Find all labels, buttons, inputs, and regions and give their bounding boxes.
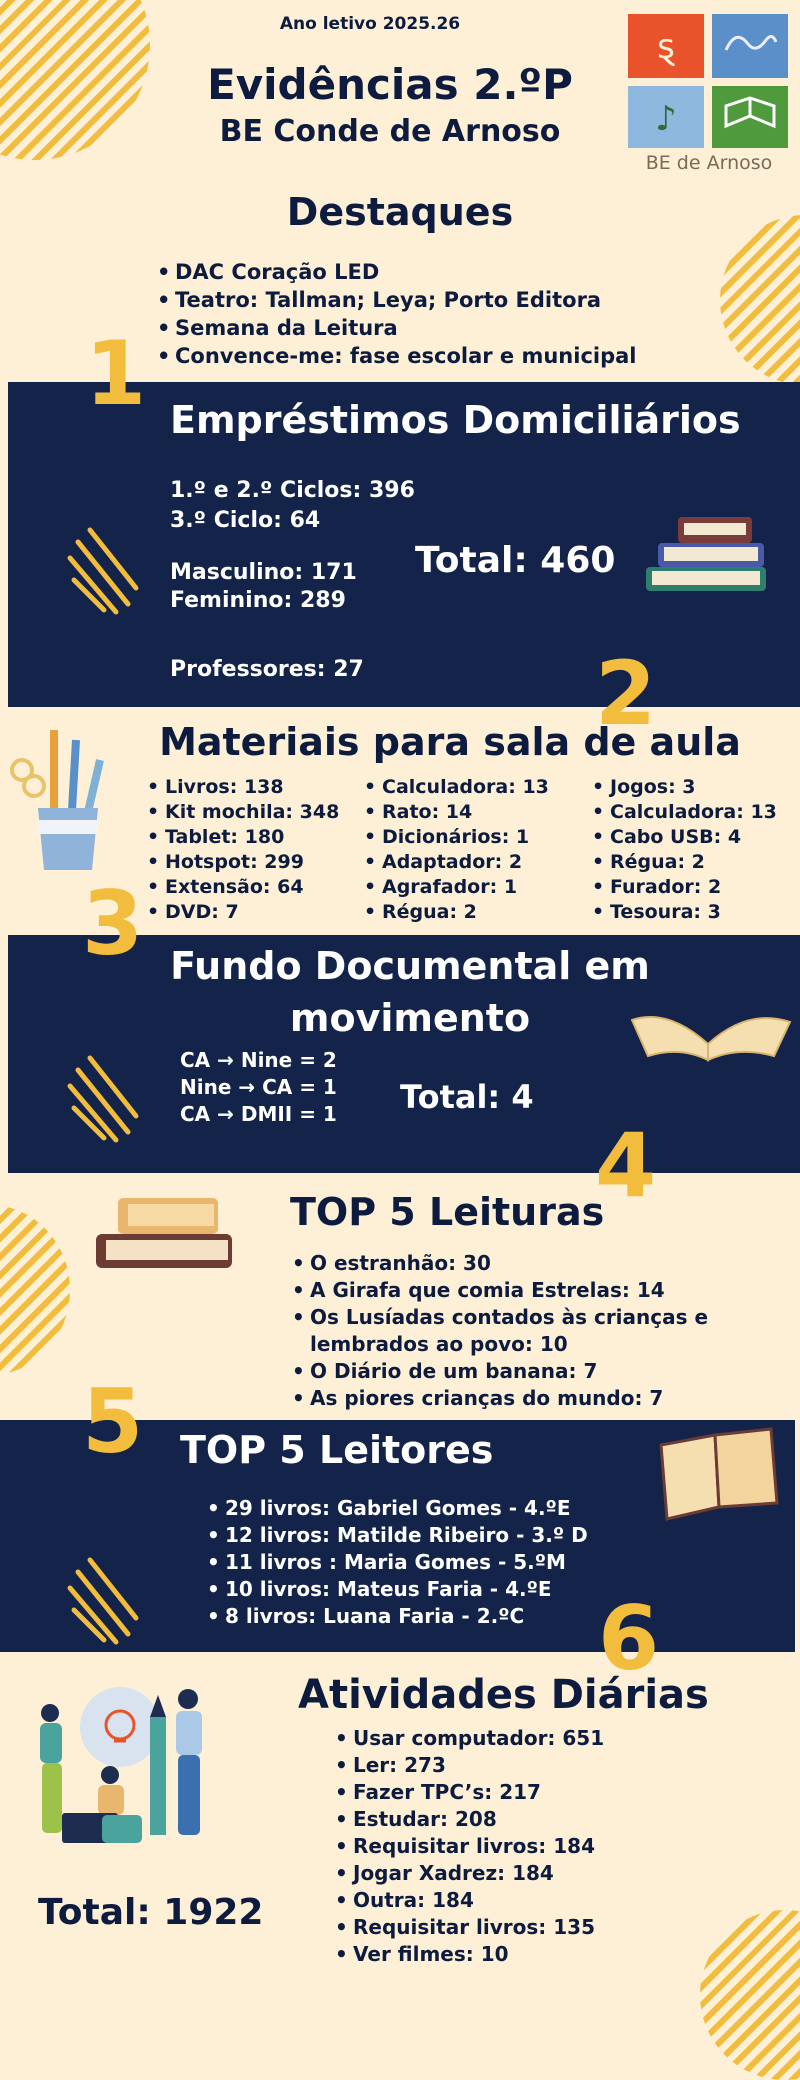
list-item: • Furador: 2: [590, 875, 800, 900]
loans-teachers: Professores: 27: [170, 657, 364, 682]
list-item: • Dicionários: 1: [362, 825, 582, 850]
list-item: • 11 livros : Maria Gomes - 5.ºM: [205, 1549, 645, 1576]
list-item: • As piores crianças do mundo: 7: [290, 1385, 750, 1412]
activities-title: Atividades Diárias: [298, 1672, 709, 1718]
materials-col-1: [145, 775, 365, 925]
page-title: Evidências 2.ºP: [207, 60, 573, 109]
loans-female: Feminino: 289: [170, 588, 346, 613]
logo-caption: BE de Arnoso: [645, 152, 773, 174]
list-item: • Extensão: 64: [145, 875, 365, 900]
loans-cycles-1-2: 1.º e 2.º Ciclos: 396: [170, 478, 415, 503]
list-item: • O Diário de um banana: 7: [290, 1358, 750, 1385]
list-item: • Ver filmes: 10: [333, 1941, 753, 1968]
list-item: • O estranhão: 30: [290, 1250, 750, 1277]
school-year: Ano letivo 2025.26: [279, 14, 461, 34]
loans-cycle-3: 3.º Ciclo: 64: [170, 508, 321, 533]
materials-title: Materiais para sala de aula: [159, 720, 741, 764]
top-readings-title: TOP 5 Leituras: [290, 1190, 605, 1234]
list-item: • Ler: 273: [333, 1752, 753, 1779]
documents-total: Total: 4: [400, 1078, 534, 1116]
stripe-circle-decoration: [0, 1205, 70, 1375]
hatch-lines-icon: [60, 1048, 140, 1148]
loans-title: Empréstimos Domiciliários: [170, 398, 741, 442]
list-item: • Rato: 14: [362, 800, 582, 825]
hatch-lines-icon: [60, 520, 140, 620]
list-item: • A Girafa que comia Estrelas: 14: [290, 1277, 750, 1304]
list-item: • Régua: 2: [590, 850, 800, 875]
people-idea-illustration: [28, 1685, 238, 1855]
documents-title: Fundo Documental em movimento: [170, 944, 650, 1040]
closed-books-icon: [92, 1190, 242, 1275]
list-item: • Calculadora: 13: [362, 775, 582, 800]
logo-tile-music-icon: [628, 86, 704, 148]
list-item: • Outra: 184: [333, 1887, 753, 1914]
list-item: • Cabo USB: 4: [590, 825, 800, 850]
list-item: • Fazer TPC’s: 217: [333, 1779, 753, 1806]
list-item: • Requisitar livros: 135: [333, 1914, 753, 1941]
list-item: • 29 livros: Gabriel Gomes - 4.ºE: [205, 1495, 645, 1522]
documents-line-3: CA → DMII = 1: [180, 1102, 337, 1126]
list-item: • 8 livros: Luana Faria - 2.ºC: [205, 1603, 645, 1630]
list-item: • Semana da Leitura: [155, 314, 715, 342]
highlights-title: Destaques: [286, 190, 514, 234]
pencil-cup-icon: [4, 720, 114, 870]
list-item: • 10 livros: Mateus Faria - 4.ºE: [205, 1576, 645, 1603]
highlights-list: [155, 258, 715, 370]
documents-line-2: Nine → CA = 1: [180, 1075, 337, 1099]
activities-total: Total: 1922: [38, 1892, 264, 1933]
list-item: • DVD: 7: [145, 900, 365, 925]
list-item: • Jogos: 3: [590, 775, 800, 800]
list-item: • Kit mochila: 348: [145, 800, 365, 825]
section-number-3: 3: [82, 872, 144, 975]
materials-col-3: [590, 775, 800, 925]
page-subtitle: BE Conde de Arnoso: [219, 114, 561, 149]
materials-col-2: [362, 775, 582, 925]
list-item: • Estudar: 208: [333, 1806, 753, 1833]
section-number-1: 1: [85, 322, 147, 425]
list-item: • Tablet: 180: [145, 825, 365, 850]
documents-line-1: CA → Nine = 2: [180, 1048, 337, 1072]
list-item: • Régua: 2: [362, 900, 582, 925]
list-item: • 12 livros: Matilde Ribeiro - 3.º D: [205, 1522, 645, 1549]
top-readers-title: TOP 5 Leitores: [180, 1428, 494, 1472]
top-readings-list: [290, 1250, 750, 1412]
hatch-lines-icon: [60, 1550, 140, 1650]
top-readers-list: [205, 1495, 645, 1630]
loans-male: Masculino: 171: [170, 560, 357, 585]
list-item: • Agrafador: 1: [362, 875, 582, 900]
list-item: • DAC Coração LED: [155, 258, 715, 286]
list-item: • Hotspot: 299: [145, 850, 365, 875]
library-logo: [628, 12, 790, 172]
open-book-icon: [655, 1425, 785, 1525]
list-item: • Os Lusíadas contados às crianças e lembrados ao povo: 10: [290, 1304, 750, 1358]
list-item: • Requisitar livros: 184: [333, 1833, 753, 1860]
list-item: • Teatro: Tallman; Leya; Porto Editora: [155, 286, 715, 314]
svg-text:ȿ: ȿ: [657, 27, 675, 67]
logo-tile-theatre-icon: [628, 14, 704, 78]
section-number-6: 6: [598, 1587, 660, 1690]
logo-tile-book-icon: [712, 86, 788, 148]
stripe-circle-decoration: [0, 0, 150, 160]
list-item: • Tesoura: 3: [590, 900, 800, 925]
book-stack-icon: [640, 505, 780, 600]
list-item: • Livros: 138: [145, 775, 365, 800]
list-item: • Jogar Xadrez: 184: [333, 1860, 753, 1887]
loans-total: Total: 460: [415, 540, 616, 581]
list-item: • Usar computador: 651: [333, 1725, 753, 1752]
list-item: • Convence-me: fase escolar e municipal: [155, 342, 715, 370]
open-book-icon: [628, 998, 793, 1068]
logo-tile-writing-icon: [712, 14, 788, 78]
svg-text:♪: ♪: [655, 99, 677, 139]
stripe-circle-decoration: [720, 215, 800, 385]
section-number-5: 5: [82, 1370, 144, 1473]
activities-list: [333, 1725, 753, 1968]
list-item: • Adaptador: 2: [362, 850, 582, 875]
list-item: • Calculadora: 13: [590, 800, 800, 825]
section-number-2: 2: [595, 642, 657, 745]
section-number-4: 4: [595, 1114, 657, 1217]
